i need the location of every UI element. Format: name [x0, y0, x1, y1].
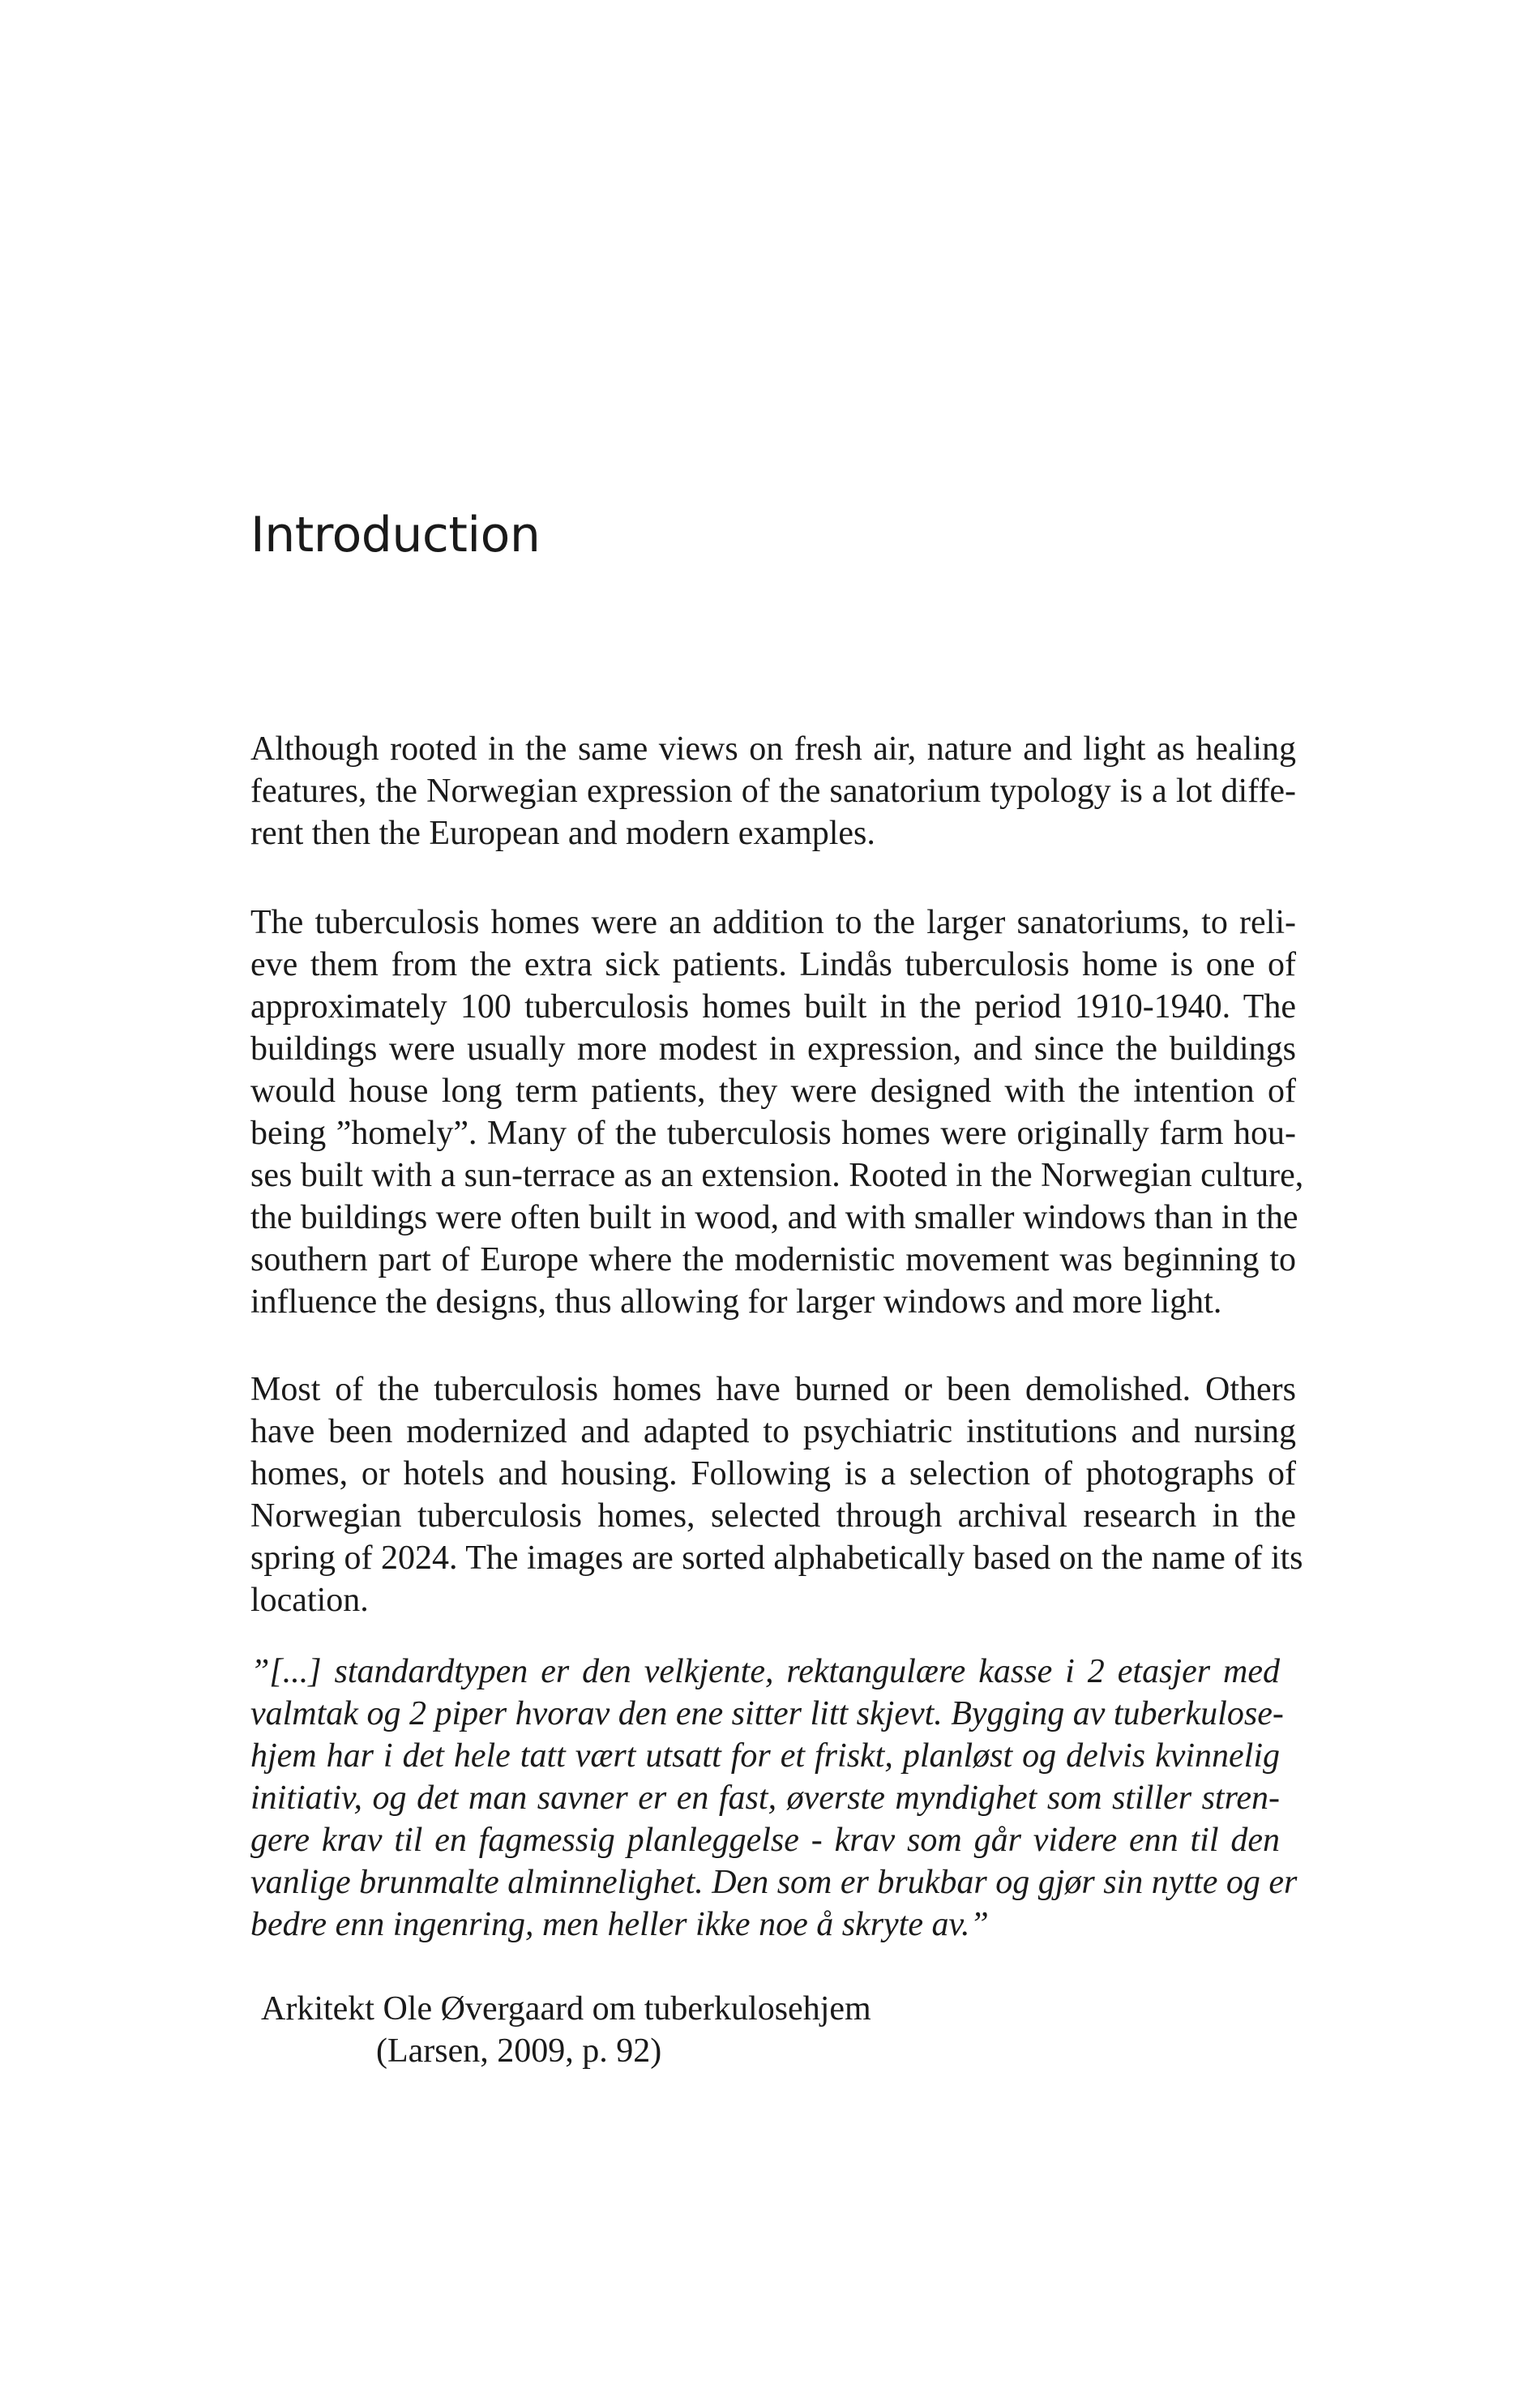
quote-author: Arkitekt Ole Øvergaard om tuberkulosehjem: [261, 1990, 871, 2028]
paragraph-3: [250, 1368, 1303, 1621]
text-line: being ”homely”. Many of the tuberculosis homes were originally farm hou-: [250, 1115, 1296, 1152]
text-line: approximately 100 tuberculosis homes built in the period 1910-1940. The: [250, 988, 1296, 1026]
text-line: location.: [250, 1582, 369, 1619]
text-line: homes, or hotels and housing. Following is a selection of photographs of: [250, 1455, 1296, 1492]
page-title: Introduction: [250, 507, 541, 563]
quote-line: initiativ, og det man savner er en fast, øverste myndighet som stiller stren-: [250, 1779, 1280, 1817]
quote-line: valmtak og 2 piper hvorav den ene sitter litt skjevt. Bygging av tuberkulose-: [250, 1695, 1284, 1732]
text-line: buildings were usually more modest in expression, and since the buildings: [250, 1030, 1296, 1068]
paragraph-1: [250, 728, 1296, 854]
text-line: Although rooted in the same views on fresh air, nature and light as healing: [250, 730, 1296, 768]
text-line: rent then the European and modern examples.: [250, 815, 875, 852]
text-line: influence the designs, thus allowing for larger windows and more light.: [250, 1283, 1222, 1321]
text-line: have been modernized and adapted to psychiatric institutions and nursing: [250, 1413, 1296, 1450]
text-line: The tuberculosis homes were an addition to the larger sanatoriums, to reli-: [250, 904, 1296, 941]
block-quote: [250, 1651, 1298, 1946]
text-line: southern part of Europe where the modernistic movement was beginning to: [250, 1241, 1296, 1278]
quote-line: vanlige brunmalte alminnelighet. Den som er brukbar og gjør sin nytte og er: [250, 1864, 1298, 1901]
text-line: features, the Norwegian expression of the sanatorium typology is a lot diffe-: [250, 773, 1296, 810]
quote-line: gere krav til en fagmessig planleggelse - krav som går videre enn til den: [250, 1822, 1280, 1859]
text-line: Most of the tuberculosis homes have burned or been demolished. Others: [250, 1371, 1296, 1408]
text-line: spring of 2024. The images are sorted alphabetically based on the name of its: [250, 1540, 1303, 1577]
text-line: ses built with a sun-terrace as an extension. Rooted in the Norwegian culture,: [250, 1157, 1304, 1194]
quote-line: hjem har i det hele tatt vært utsatt for et friskt, planløst og delvis kvinnelig: [250, 1737, 1280, 1775]
text-line: the buildings were often built in wood, and with smaller windows than in the: [250, 1199, 1298, 1236]
text-line: would house long term patients, they were designed with the intention of: [250, 1073, 1296, 1110]
text-line: Norwegian tuberculosis homes, selected through archival research in the: [250, 1497, 1296, 1535]
quote-line: ”[...] standardtypen er den velkjente, rektangulære kasse i 2 etasjer med: [250, 1653, 1280, 1690]
quote-line: bedre enn ingenring, men heller ikke noe å skryte av.”: [250, 1906, 989, 1943]
paragraph-2: [250, 901, 1304, 1323]
quote-citation: (Larsen, 2009, p. 92): [376, 2032, 662, 2070]
text-line: eve them from the extra sick patients. Lindås tuberculosis home is one of: [250, 946, 1296, 983]
